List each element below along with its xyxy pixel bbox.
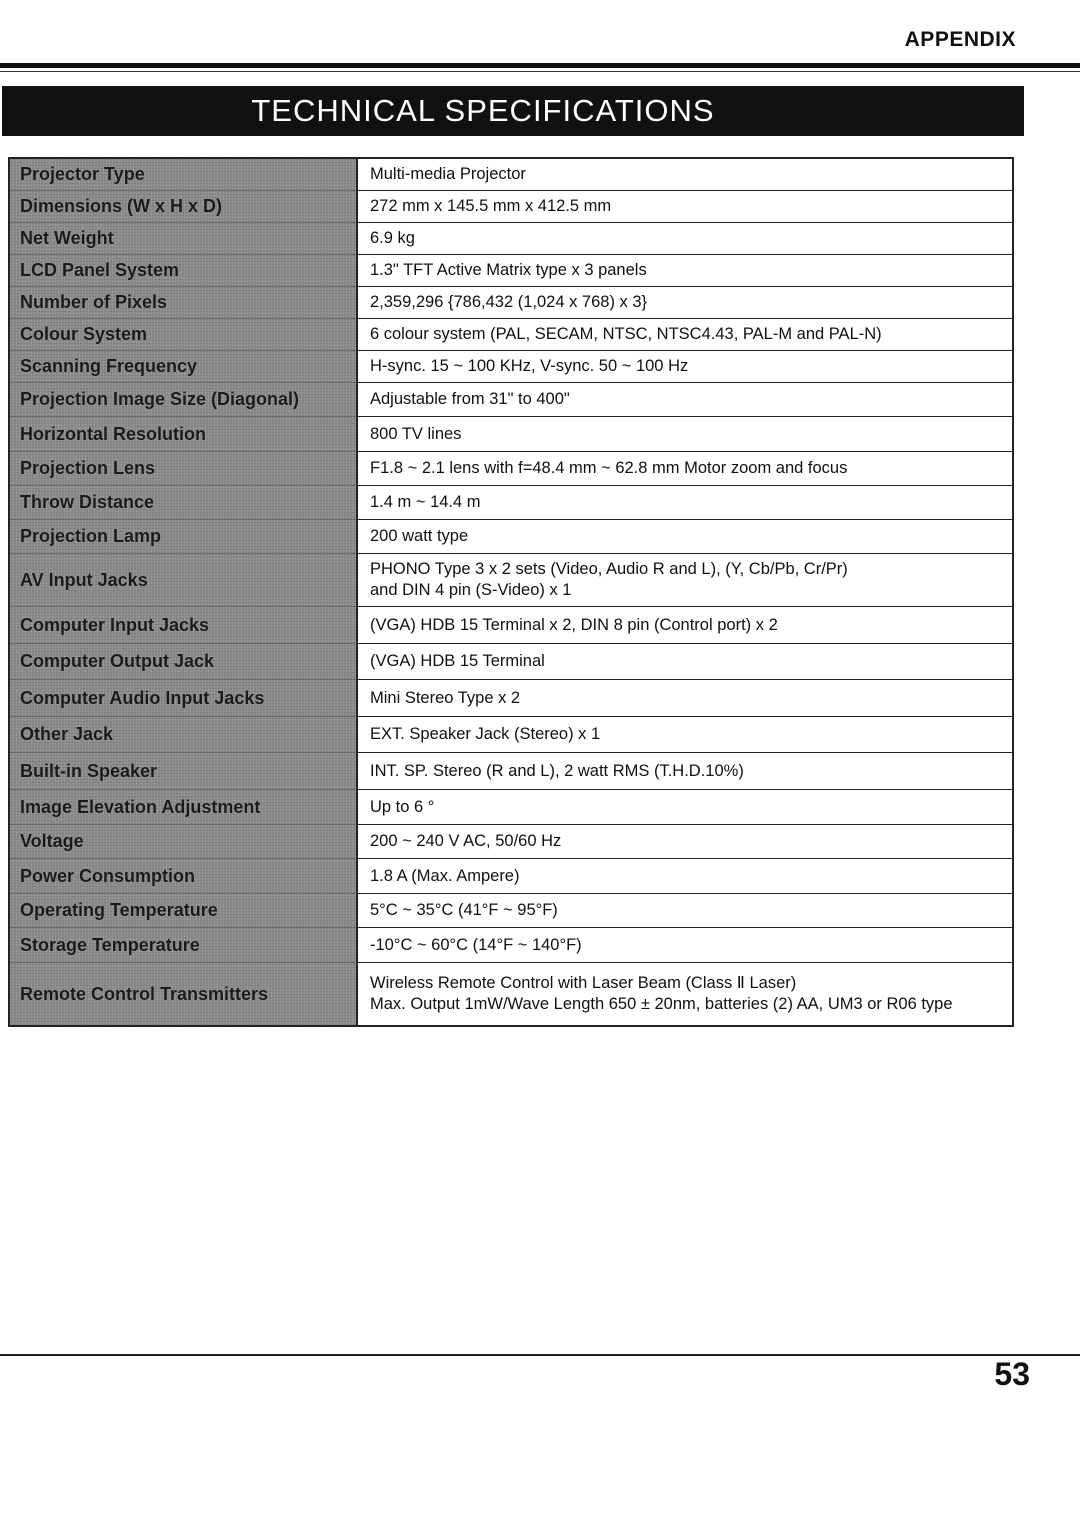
spec-value-cell: [356, 644, 1012, 680]
spec-label: Computer Audio Input Jacks: [10, 680, 356, 717]
spec-value-cell: [356, 287, 1012, 319]
spec-label: Number of Pixels: [10, 287, 356, 319]
spec-value: Up to 6 °: [370, 797, 435, 816]
spec-value: 1.4 m ~ 14.4 m: [370, 493, 481, 511]
spec-label: Remote Control Transmitters: [10, 963, 356, 1025]
spec-value-cell: [356, 351, 1012, 383]
page-number: 53: [994, 1356, 1030, 1392]
spec-label: AV Input Jacks: [10, 554, 356, 607]
spec-label: Operating Temperature: [10, 894, 356, 928]
header-rule: [0, 63, 1080, 68]
spec-value: 800 TV lines: [370, 424, 462, 443]
spec-value: Mini Stereo Type x 2: [370, 688, 521, 707]
spec-label: Computer Output Jack: [10, 644, 356, 680]
spec-value-cell: [356, 554, 1012, 607]
spec-value: 5°C ~ 35°C (41°F ~ 95°F): [370, 901, 558, 919]
spec-value-cell: [356, 717, 1012, 753]
spec-value-cell: [356, 520, 1012, 554]
spec-value-cell: [356, 753, 1012, 790]
spec-value: INT. SP. Stereo (R and L), 2 watt RMS (T.H.D.10%): [370, 761, 744, 780]
spec-value: -10°C ~ 60°C (14°F ~ 140°F): [370, 935, 582, 954]
spec-label: Net Weight: [10, 223, 356, 255]
spec-label: LCD Panel System: [10, 255, 356, 287]
spec-value-cell: [356, 825, 1012, 859]
spec-value-cell: [356, 191, 1012, 223]
spec-value: F1.8 ~ 2.1 lens with f=48.4 mm ~ 62.8 mm Motor zoom and focus: [370, 459, 848, 477]
spec-value-cell: [356, 859, 1012, 894]
spec-label: Voltage: [10, 825, 356, 859]
spec-value: EXT. Speaker Jack (Stereo) x 1: [370, 725, 601, 743]
spec-label: Colour System: [10, 319, 356, 351]
spec-value: 6.9 kg: [370, 229, 415, 247]
spec-value: PHONO Type 3 x 2 sets (Video, Audio R and L), (Y, Cb/Pb, Cr/Pr): [370, 560, 848, 578]
spec-label: Computer Input Jacks: [10, 607, 356, 644]
spec-label: Storage Temperature: [10, 928, 356, 963]
spec-value-cell: [356, 319, 1012, 351]
spec-value: 1.8 A (Max. Ampere): [370, 866, 520, 885]
spec-value: 2,359,296 {786,432 (1,024 x 768) x 3}: [370, 293, 648, 311]
spec-value: 272 mm x 145.5 mm x 412.5 mm: [370, 197, 612, 215]
spec-value: 200 watt type: [370, 527, 469, 545]
spec-value: 6 colour system (PAL, SECAM, NTSC, NTSC4.43, PAL-M and PAL-N): [370, 325, 882, 343]
spec-label: Power Consumption: [10, 859, 356, 894]
spec-value-cell: [356, 159, 1012, 191]
spec-value: H-sync. 15 ~ 100 KHz, V-sync. 50 ~ 100 Hz: [370, 357, 689, 375]
spec-label: Other Jack: [10, 717, 356, 753]
spec-label: Projector Type: [10, 159, 356, 191]
spec-value-cell: [356, 963, 1012, 1025]
spec-label: Scanning Frequency: [10, 351, 356, 383]
page-title: TECHNICAL SPECIFICATIONS: [251, 93, 715, 128]
spec-label: Image Elevation Adjustment: [10, 790, 356, 825]
spec-value: 200 ~ 240 V AC, 50/60 Hz: [370, 832, 562, 850]
spec-value-cell: [356, 452, 1012, 486]
spec-value-cell: [356, 383, 1012, 417]
spec-value-cell: [356, 607, 1012, 644]
spec-label: Dimensions (W x H x D): [10, 191, 356, 223]
spec-value-line2: and DIN 4 pin (S-Video) x 1: [370, 581, 572, 599]
header-rule-thin: [0, 71, 1080, 72]
spec-label: Throw Distance: [10, 486, 356, 520]
section-label: APPENDIX: [904, 28, 1016, 51]
spec-value: (VGA) HDB 15 Terminal x 2, DIN 8 pin (Control port) x 2: [370, 615, 778, 634]
spec-value-cell: [356, 223, 1012, 255]
footer-rule: [0, 1354, 1080, 1356]
spec-value: Adjustable from 31" to 400": [370, 390, 570, 408]
spec-value-cell: [356, 790, 1012, 825]
spec-value-cell: [356, 928, 1012, 963]
spec-value: 1.3" TFT Active Matrix type x 3 panels: [370, 261, 647, 279]
spec-label: Projection Image Size (Diagonal): [10, 383, 356, 417]
spec-value: Multi-media Projector: [370, 165, 526, 183]
spec-value-cell: [356, 486, 1012, 520]
spec-label: Horizontal Resolution: [10, 417, 356, 452]
spec-value: (VGA) HDB 15 Terminal: [370, 652, 545, 670]
spec-value: Wireless Remote Control with Laser Beam (Class Ⅱ Laser): [370, 974, 797, 992]
spec-label: Projection Lens: [10, 452, 356, 486]
spec-label: Projection Lamp: [10, 520, 356, 554]
title-bar: [2, 86, 1024, 136]
spec-value-line2: Max. Output 1mW/Wave Length 650 ± 20nm, batteries (2) AA, UM3 or R06 type: [370, 995, 953, 1013]
spec-label: Built-in Speaker: [10, 753, 356, 790]
spec-table: [8, 157, 1014, 1027]
spec-value-cell: [356, 894, 1012, 928]
spec-value-cell: [356, 680, 1012, 717]
spec-value-cell: [356, 417, 1012, 452]
spec-value-cell: [356, 255, 1012, 287]
